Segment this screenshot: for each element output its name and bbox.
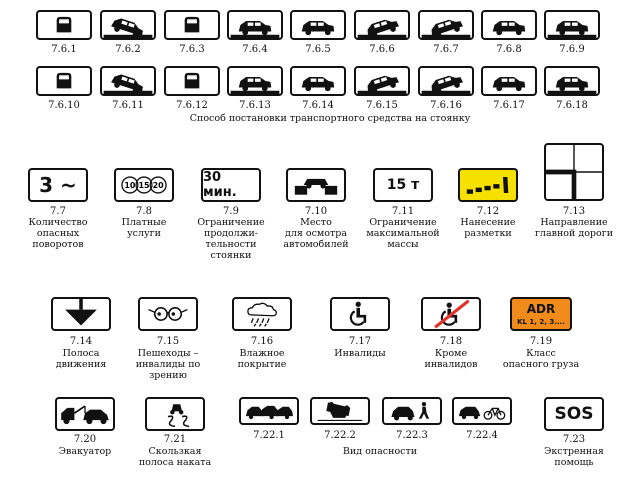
- parked-car-icon: [166, 12, 218, 38]
- code-7-8: 7.8: [136, 206, 152, 217]
- parking-plate-7-6-11: [100, 66, 156, 96]
- adr-class-label: KL 1, 2, 3....: [517, 318, 565, 326]
- code-7-22-2: 7.22.2: [324, 430, 356, 441]
- sign-7-18: [421, 297, 481, 331]
- sign-7-7: [28, 168, 88, 202]
- sign-7-22-3: [382, 397, 442, 425]
- parked-car-icon: [38, 12, 90, 38]
- parked-car-icon: [483, 68, 535, 94]
- parked-car-icon: [166, 68, 218, 94]
- sign-7-9: [201, 168, 261, 202]
- desc-7-16: Влажное покрытие: [237, 348, 287, 370]
- sign-7-8: [114, 168, 174, 202]
- sign-7-17: [330, 297, 390, 331]
- sign-7-21: [145, 397, 205, 431]
- parking-plate-7-6-16: [418, 66, 474, 96]
- slippery-icon: [147, 399, 203, 429]
- desc-7-15: Пешеходы – инвалиды по зрению: [135, 348, 201, 381]
- sign-7-14: [51, 297, 111, 331]
- sign-7-13: [544, 143, 604, 201]
- sign-7-10: [286, 168, 346, 202]
- code-7-6-14: 7.6.14: [302, 100, 334, 111]
- sign-7-22-2: [310, 397, 370, 425]
- desc-7-18: Кроме инвалидов: [424, 348, 478, 370]
- parked-car-icon: [546, 12, 598, 38]
- desc-7-8: Платные услуги: [121, 217, 167, 239]
- code-7-20: 7.20: [73, 434, 97, 445]
- code-7-13: 7.13: [562, 206, 586, 217]
- coin-3: 20: [152, 181, 164, 191]
- code-7-6-4: 7.6.4: [242, 44, 268, 55]
- parked-car-icon: [483, 12, 535, 38]
- coin-2: 15: [138, 181, 150, 191]
- code-7-6-3: 7.6.3: [179, 44, 205, 55]
- parked-car-icon: [292, 12, 344, 38]
- sign-7-22-4: [452, 397, 512, 425]
- code-7-12: 7.12: [476, 206, 500, 217]
- code-7-6-1: 7.6.1: [51, 44, 77, 55]
- parking-plate-7-6-6: [354, 10, 410, 40]
- code-7-6-11: 7.6.11: [112, 100, 144, 111]
- code-7-6-15: 7.6.15: [366, 100, 398, 111]
- code-7-6-9: 7.6.9: [559, 44, 585, 55]
- desc-7-14: Полоса движения: [55, 348, 107, 370]
- time-limit-icon: 30 мин.: [203, 170, 237, 200]
- desc-7-21: Скользкая полоса наката: [138, 446, 212, 468]
- code-7-6-5: 7.6.5: [305, 44, 331, 55]
- sign-7-20: [55, 397, 115, 431]
- parking-plate-7-6-1: [36, 10, 92, 40]
- parked-car-icon: [229, 12, 281, 38]
- coins-icon: [116, 170, 172, 200]
- parked-car-icon: [229, 68, 281, 94]
- parked-car-icon: [356, 12, 408, 38]
- sign-7-12: [458, 168, 518, 202]
- parked-car-icon: [420, 68, 472, 94]
- code-7-6-16: 7.6.16: [430, 100, 462, 111]
- desc-7-12: Нанесение разметки: [460, 217, 516, 239]
- inspection-pit-icon: [288, 170, 344, 200]
- parked-car-icon: [102, 12, 154, 38]
- sign-7-23: [544, 397, 604, 431]
- car-bicycle-icon: [454, 399, 510, 423]
- sign-7-22-1: [239, 397, 299, 425]
- sign-7-11: [373, 168, 433, 202]
- lane-arrow-icon: [53, 299, 109, 329]
- desc-7-11: Ограничение максимальной массы: [366, 217, 440, 250]
- code-7-6-18: 7.6.18: [556, 100, 588, 111]
- desc-7-7: Количество опасных поворотов: [28, 217, 88, 250]
- code-7-15: 7.15: [156, 336, 180, 347]
- code-7-7: 7.7: [50, 206, 66, 217]
- code-7-19: 7.19: [529, 336, 553, 347]
- code-7-6-17: 7.6.17: [493, 100, 525, 111]
- parked-car-icon: [420, 12, 472, 38]
- parking-plate-7-6-8: [481, 10, 537, 40]
- parked-car-icon: [546, 68, 598, 94]
- code-7-6-13: 7.6.13: [239, 100, 271, 111]
- parked-car-icon: [292, 68, 344, 94]
- parking-plate-7-6-9: [544, 10, 600, 40]
- sign-7-15: [138, 297, 198, 331]
- mass-limit-icon: 15 т: [386, 177, 420, 193]
- desc-7-10: Место для осмотра автомобилей: [283, 217, 349, 250]
- code-7-6-10: 7.6.10: [48, 100, 80, 111]
- overturned-car-icon: [312, 399, 368, 423]
- main-road-direction-icon: [546, 145, 602, 199]
- code-7-6-7: 7.6.7: [433, 44, 459, 55]
- code-7-6-12: 7.6.12: [176, 100, 208, 111]
- code-7-21: 7.21: [163, 434, 187, 445]
- curves-icon: 3 ~: [39, 173, 77, 197]
- code-7-14: 7.14: [69, 336, 93, 347]
- car-pedestrian-icon: [384, 399, 440, 423]
- rain-cloud-icon: [234, 299, 290, 329]
- parking-plate-7-6-12: [164, 66, 220, 96]
- code-7-10: 7.10: [304, 206, 328, 217]
- parking-plate-7-6-2: [100, 10, 156, 40]
- sign-7-19: [510, 297, 572, 331]
- desc-7-20: Эвакуатор: [58, 446, 112, 457]
- desc-7-17: Инвалиды: [334, 348, 386, 359]
- blind-pedestrian-icon: [140, 299, 196, 329]
- code-7-18: 7.18: [439, 336, 463, 347]
- parking-plate-7-6-14: [290, 66, 346, 96]
- parking-plate-7-6-4: [227, 10, 283, 40]
- desc-7-13: Направление главной дороги: [534, 217, 614, 239]
- hazard-caption: Вид опасности: [342, 446, 418, 457]
- parking-plate-7-6-5: [290, 10, 346, 40]
- parking-plate-7-6-3: [164, 10, 220, 40]
- desc-7-9: Ограничение продолжи- тельности стоянки: [197, 217, 265, 261]
- parking-plate-7-6-7: [418, 10, 474, 40]
- code-7-6-2: 7.6.2: [115, 44, 141, 55]
- pileup-icon: [241, 399, 297, 423]
- no-wheelchair-icon: [423, 299, 479, 329]
- adr-icon: ADR: [526, 302, 556, 316]
- parked-car-icon: [356, 68, 408, 94]
- parked-car-icon: [102, 68, 154, 94]
- code-7-23: 7.23: [562, 434, 586, 445]
- code-7-22-3: 7.22.3: [396, 430, 428, 441]
- parking-plate-7-6-13: [227, 66, 283, 96]
- code-7-22-1: 7.22.1: [253, 430, 285, 441]
- desc-7-19: Класс опасного груза: [502, 348, 580, 370]
- code-7-6-8: 7.6.8: [496, 44, 522, 55]
- parking-plate-7-6-10: [36, 66, 92, 96]
- tow-truck-icon: [57, 399, 113, 429]
- coin-1: 10: [124, 181, 136, 191]
- code-7-11: 7.11: [391, 206, 415, 217]
- desc-7-23: Экстренная помощь: [544, 446, 604, 468]
- sign-7-16: [232, 297, 292, 331]
- wheelchair-icon: [332, 299, 388, 329]
- code-7-22-4: 7.22.4: [466, 430, 498, 441]
- code-7-17: 7.17: [348, 336, 372, 347]
- parking-caption: Способ постановки транспортного средства на стоянку: [189, 113, 471, 124]
- parking-plate-7-6-15: [354, 66, 410, 96]
- sos-icon: SOS: [554, 404, 594, 424]
- code-7-6-6: 7.6.6: [369, 44, 395, 55]
- parking-plate-7-6-17: [481, 66, 537, 96]
- road-marking-icon: [460, 170, 516, 200]
- code-7-9: 7.9: [223, 206, 239, 217]
- parking-plate-7-6-18: [544, 66, 600, 96]
- parked-car-icon: [38, 68, 90, 94]
- code-7-16: 7.16: [250, 336, 274, 347]
